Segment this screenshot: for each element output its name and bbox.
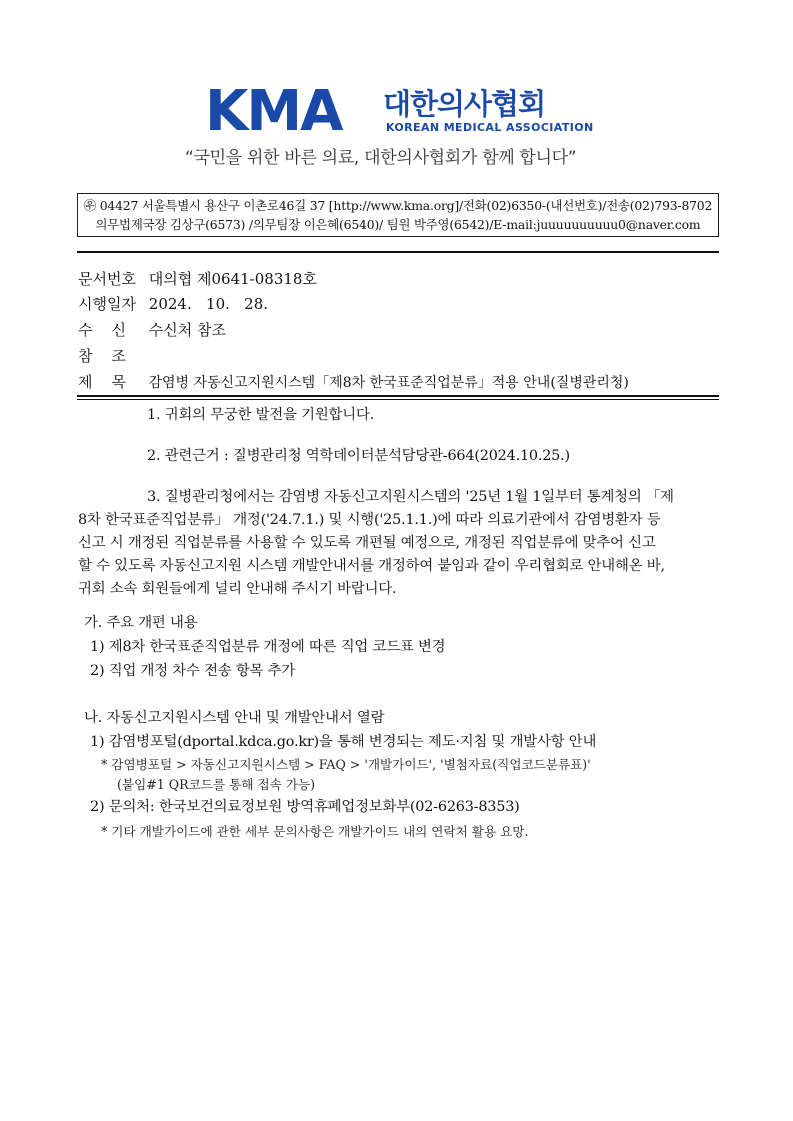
doc-number: 대의협 제0641-08318호 [148,270,317,288]
contact-line-1: ㉾ 04427 서울특별시 용산구 이촌로46길 37 [http://www.kma.org]/전화(02)6350-(내선번호)/전송(02)793-8702 [83,198,713,213]
reference-label: 참 조 [78,347,127,365]
divider-subject-2 [77,399,719,400]
section-na-note-2: * 기타 개발가이드에 관한 세부 문의사항은 개발가이드 내의 연락처 활용 요망. [101,824,529,839]
subject-row [78,371,629,392]
paragraph-2: 2. 관련근거 : 질병관리청 역학데이터분석담당관-664(2024.10.25.) [147,448,570,464]
paragraph-3-line-5: 귀회 소속 회원들에게 널리 안내해 주시기 바랍니다. [78,581,397,597]
date-label: 시행일자 [78,295,136,313]
section-na-note-1: * 감염병포털 > 자동신고지원시스템 > FAQ > '개발가이드', '별첨자료(직업코드분류표)' [101,757,591,772]
reference-row [78,345,149,366]
recipient-row [78,319,226,340]
recipient-label: 수 신 [78,321,127,339]
date-row [78,293,268,314]
kma-logo [205,79,595,144]
section-ga-item-1: 1) 제8차 한국표준직업분류 개정에 따른 직업 코드표 변경 [90,639,446,655]
section-ga-item-2: 2) 직업 개정 차수 전송 항목 추가 [90,663,296,679]
logo-letters: KMA [205,79,342,144]
divider-subject-1 [77,395,719,397]
contact-line-2: 의무법제국장 김상구(6573) /의무팀장 이은혜(6540)/ 팀원 박주영(6542)/E-mail:juuuuuuuuuu0@naver.com [95,217,701,232]
doc-number-row [78,268,317,289]
contact-box [77,193,719,237]
paragraph-3-line-4: 할 수 있도록 자동신고지원 시스템 개발안내서를 개정하여 붙임과 같이 우리협회로 안내해온 바, [78,558,665,574]
paragraph-3-line-1: 3. 질병관리청에서는 감염병 자동신고지원시스템의 '25년 1월 1일부터 통계청의 「제 [147,489,674,505]
paragraph-3-line-3: 신고 시 개정된 직업분류를 사용할 수 있도록 개편될 예정으로, 개정된 직업분류에 맞추어 신고 [78,535,656,551]
doc-number-label: 문서번호 [78,270,136,288]
date: 2024. 10. 28. [148,295,269,313]
section-na-title: 나. 자동신고지원시스템 안내 및 개발안내서 열람 [84,710,385,726]
section-na-item-1: 1) 감염병포털(dportal.kdca.go.kr)을 통해 변경되는 제도·지침 및 개발사항 안내 [90,734,597,750]
paragraph-1: 1. 귀회의 무궁한 발전을 기원합니다. [147,407,375,423]
org-name-en: KOREAN MEDICAL ASSOCIATION [386,121,594,134]
org-name-kr: 대한의사협회 [383,87,546,121]
recipient: 수신처 참조 [148,321,226,339]
paragraph-3-line-2: 8차 한국표준직업분류」 개정('24.7.1.) 및 시행('25.1.1.)에 따라 의료기관에서 감염병환자 등 [78,512,661,528]
divider-top [77,251,719,253]
section-na-item-2: 2) 문의처: 한국보건의료정보원 방역휴폐업정보화부(02-6263-8353) [90,799,520,815]
subject: 감염병 자동신고지원시스템「제8차 한국표준직업분류」적용 안내(질병관리청) [148,375,629,391]
subject-label: 제 목 [78,373,127,391]
slogan: “국민을 위한 바른 의료, 대한의사협회가 함께 합니다” [185,148,577,168]
section-ga-title: 가. 주요 개편 내용 [84,615,198,631]
section-na-note-1b: (붙임#1 QR코드를 통해 접속 가능) [117,777,316,792]
